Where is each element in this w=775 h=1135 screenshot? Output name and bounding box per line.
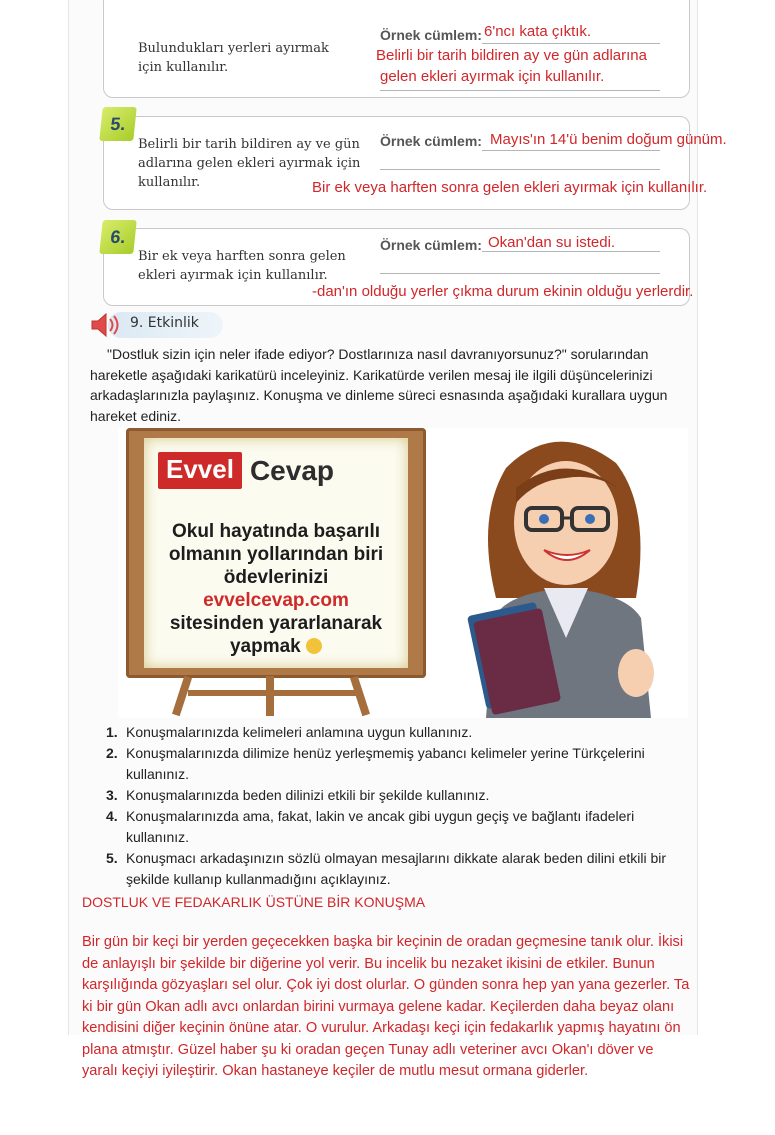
- board-line-5: yapmak: [229, 636, 301, 657]
- answer-line: [380, 273, 660, 274]
- heart-eyes-emoji-icon: [306, 638, 322, 654]
- easel-board: [126, 428, 426, 678]
- answer-4-line-1: Belirli bir tarih bildiren ay ve gün adlarına: [376, 47, 647, 64]
- list-item: [106, 806, 686, 848]
- brand-evvel: Evvel: [158, 452, 242, 489]
- speaker-icon: [88, 310, 128, 342]
- answer-example-6: Okan'dan su istedi.: [488, 234, 616, 251]
- rule-4-desc-line-2: için kullanılır.: [138, 60, 229, 75]
- answer-5-line: Bir ek veya harften sonra gelen ekleri ayırmak için kullanılır.: [312, 179, 708, 196]
- rule-6-desc-line-1: Bir ek veya harften sonra gelen: [138, 249, 346, 264]
- rule-text: Konuşmacı arkadaşınızın sözlü olmayan mesajlarını dikkate alarak beden dilini etkili bir şekilde kullanıp kullanmadığını açıklayınız.: [126, 850, 667, 887]
- easel-leg: [350, 676, 370, 717]
- speaking-rules-list: [106, 722, 686, 890]
- rule-6-description: [138, 247, 346, 285]
- answer-example-5: Mayıs'ın 14'ü benim doğum günüm.: [490, 131, 727, 148]
- easel-leg: [266, 676, 274, 716]
- rule-text: Konuşmalarınızda beden dilinizi etkili bir şekilde kullanınız.: [126, 787, 490, 803]
- answer-4-line-2: gelen ekleri ayırmak için kullanılır.: [380, 68, 605, 85]
- ornek-label: Örnek cümlem:: [380, 133, 482, 149]
- rule-4-desc-line-1: Bulundukları yerleri ayırmak: [138, 41, 329, 56]
- answer-line: [482, 43, 660, 44]
- rule-5-desc-line-2: adlarına gelen ekleri ayırmak için: [138, 156, 361, 171]
- activity-title: 9. Etkinlik: [130, 315, 199, 331]
- board-line-2: olmanın yollarından biri: [168, 544, 384, 565]
- rule-number: 1.: [106, 724, 118, 740]
- rule-6-desc-line-2: ekleri ayırmak için kullanılır.: [138, 268, 328, 283]
- rule-4-description: [138, 39, 329, 77]
- board-line-1: Okul hayatında başarılı: [171, 521, 381, 542]
- answer-line: [482, 251, 660, 252]
- rule-number: 5.: [106, 850, 118, 866]
- answer-line: [482, 150, 660, 151]
- brand-cevap: Cevap: [249, 454, 334, 486]
- list-item: [106, 743, 686, 785]
- rule-text: Konuşmalarınızda kelimeleri anlamına uygun kullanınız.: [126, 724, 473, 740]
- list-item: [106, 848, 686, 890]
- board-line-3: ödevlerinizi: [223, 567, 329, 588]
- answer-6-line: -dan'ın olduğu yerler çıkma durum ekinin olduğu yerlerdir.: [312, 283, 694, 300]
- easel-crossbar: [188, 690, 358, 696]
- story-section: [82, 892, 692, 1083]
- rule-text: Konuşmalarınızda ama, fakat, lakin ve ancak gibi uygun geçiş ve bağlantı ifadeleri kullanınız.: [126, 808, 635, 845]
- answer-example-4: 6'ncı kata çıktık.: [484, 23, 592, 40]
- answer-line: [380, 90, 660, 91]
- answer-line: [380, 169, 660, 170]
- cartoon-illustration: [118, 428, 688, 718]
- easel-leg: [172, 676, 192, 717]
- story-title: DOSTLUK VE FEDAKARLIK ÜSTÜNE BİR KONUŞMA: [82, 894, 426, 910]
- ornek-label: Örnek cümlem:: [380, 237, 482, 253]
- rule-5-desc-line-3: kullanılır.: [138, 175, 201, 190]
- rule-text: Konuşmalarınızda dilimize henüz yerleşmemiş yabancı kelimeler yerine Türkçelerini kullanınız.: [126, 745, 645, 782]
- activity-intro: [90, 344, 688, 426]
- board-line-4: sitesinden yararlanarak: [169, 613, 383, 634]
- rule-number: 3.: [106, 787, 118, 803]
- list-item: [106, 722, 686, 743]
- rule-5-desc-line-1: Belirli bir tarih bildiren ay ve gün: [138, 137, 360, 152]
- activity-intro-text: "Dostluk sizin için neler ifade ediyor? Dostlarınıza nasıl davranıyorsunuz?" sorularından hareketle aşağıdaki karikatürü inceleyiniz. Karikatürde verilen mesaj ile ilgili düşüncelerinizi arkadaşlarınızla paylaşınız. Konuşma ve dinleme süreci esnasında aşağıdaki kurallara uygun hareket ediniz.: [90, 346, 668, 424]
- list-item: [106, 785, 686, 806]
- board-site: evvelcevap.com: [203, 590, 349, 611]
- rule-number: 2.: [106, 745, 118, 761]
- rule-number-badge-6: 6.: [99, 220, 137, 254]
- teacher-illustration-icon: [436, 428, 686, 718]
- rule-number: 4.: [106, 808, 118, 824]
- ornek-label: Örnek cümlem:: [380, 27, 482, 43]
- brand-logo: [158, 452, 334, 489]
- rule-number-badge-5: 5.: [99, 107, 137, 141]
- board-line-5-wrap: [148, 635, 404, 658]
- board-surface: [144, 438, 408, 668]
- story-body: Bir gün bir keçi bir yerden geçecekken başka bir keçinin de oradan geçmesine tanık olur. İkisi de anlayışlı bir şekilde bir diğerine yol verir. Bu incelik bu nezaket ikisini de etkiler. Bunun karşılığında gözyaşları sel olur. Çok iyi dost olurlar. O günden sonra hep yan yana gezerler. Ta ki bir gün Okan adlı avcı onlardan birini vurmaya gelene kadar. Keçilerden daha beyaz olanı kendisini diğer keçinin önüne atar. O vurulur. Arkadaşı keçi için fedakarlık yapmış hayatını ön plana atmıştır. Güzel haber şu ki oradan geçen Tunay adlı veteriner avcı Okan'ı döver ve yaralı keçiyi iyileştirir. Okan hastaneye keçiler de mutlu mesut ormana giderler.: [82, 934, 690, 1079]
- board-message: [148, 520, 404, 658]
- activity-header: [88, 308, 248, 340]
